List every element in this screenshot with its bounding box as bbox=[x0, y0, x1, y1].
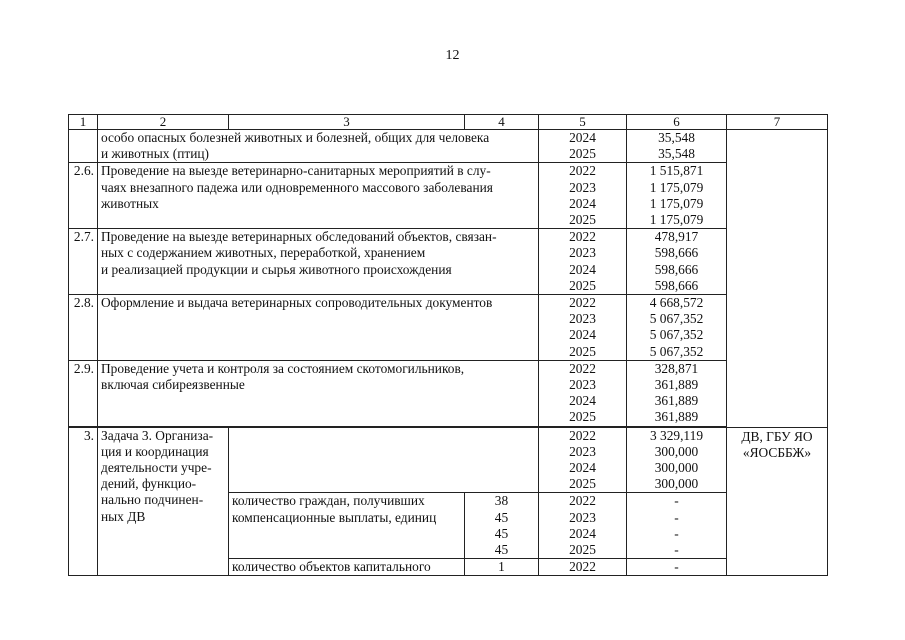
table-row bbox=[69, 427, 828, 493]
amount-cell: 478,917 598,666 598,666 598,666 bbox=[627, 229, 727, 295]
amount-cell: 35,548 35,548 bbox=[627, 130, 727, 163]
year-cell: 2022 2023 2024 2025 bbox=[539, 360, 627, 426]
table-row bbox=[69, 229, 828, 295]
table-row bbox=[69, 163, 828, 229]
column-header: 7 bbox=[727, 115, 828, 130]
amount-cell: - bbox=[627, 559, 727, 576]
table-row bbox=[69, 130, 828, 163]
indicator-empty bbox=[229, 427, 539, 493]
year-cell: 2022 bbox=[539, 559, 627, 576]
column-header: 1 bbox=[69, 115, 98, 130]
amount-cell: 1 515,871 1 175,079 1 175,079 1 175,079 bbox=[627, 163, 727, 229]
program-table bbox=[68, 114, 828, 576]
table-row bbox=[69, 295, 828, 361]
executor-cell: ДВ, ГБУ ЯО «ЯОСББЖ» bbox=[727, 427, 828, 576]
measure-description: Проведение учета и контроля за состоянием скотомогильников, включая сибиреязвенные bbox=[98, 360, 539, 426]
row-number: 2.6. bbox=[69, 163, 98, 229]
indicator-target: 38 45 45 45 bbox=[465, 493, 539, 559]
year-cell: 2024 2025 bbox=[539, 130, 627, 163]
row-number: 2.7. bbox=[69, 229, 98, 295]
page-number: 12 bbox=[445, 48, 460, 63]
year-cell: 2022 2023 2024 2025 bbox=[539, 427, 627, 493]
row-number: 2.8. bbox=[69, 295, 98, 361]
task-title: Задача 3. Организа- ция и координация деятельности учре- дений, функцио- нально подчинен- ных ДВ bbox=[98, 427, 229, 576]
column-header: 3 bbox=[229, 115, 465, 130]
row-number: 2.9. bbox=[69, 360, 98, 426]
indicator-target: 1 bbox=[465, 559, 539, 576]
measure-description: особо опасных болезней животных и болезней, общих для человека и животных (птиц) bbox=[98, 130, 539, 163]
table-row bbox=[69, 360, 828, 426]
row-number-empty bbox=[69, 130, 98, 163]
indicator-description: количество граждан, получивших компенсационные выплаты, единиц bbox=[229, 493, 465, 559]
executor-cell-empty bbox=[727, 130, 828, 428]
amount-cell: 3 329,119 300,000 300,000 300,000 bbox=[627, 427, 727, 493]
amount-cell: - - - - bbox=[627, 493, 727, 559]
column-header: 5 bbox=[539, 115, 627, 130]
row-number: 3. bbox=[69, 427, 98, 576]
year-cell: 2022 2023 2024 2025 bbox=[539, 493, 627, 559]
indicator-description: количество объектов капитального bbox=[229, 559, 465, 576]
column-header: 6 bbox=[627, 115, 727, 130]
year-cell: 2022 2023 2024 2025 bbox=[539, 229, 627, 295]
column-header: 4 bbox=[465, 115, 539, 130]
year-cell: 2022 2023 2024 2025 bbox=[539, 163, 627, 229]
amount-cell: 4 668,572 5 067,352 5 067,352 5 067,352 bbox=[627, 295, 727, 361]
measure-description: Проведение на выезде ветеринарно-санитарных мероприятий в слу- чаях внезапного падежа или одновременного массового заболевания животных bbox=[98, 163, 539, 229]
amount-cell: 328,871 361,889 361,889 361,889 bbox=[627, 360, 727, 426]
measure-description: Проведение на выезде ветеринарных обследований объектов, связан- ных с содержанием животных, переработкой, хранением и реализацией продукции и сырья животного происхождения bbox=[98, 229, 539, 295]
year-cell: 2022 2023 2024 2025 bbox=[539, 295, 627, 361]
table-header-row bbox=[69, 115, 828, 130]
column-header: 2 bbox=[98, 115, 229, 130]
measure-description: Оформление и выдача ветеринарных сопроводительных документов bbox=[98, 295, 539, 361]
